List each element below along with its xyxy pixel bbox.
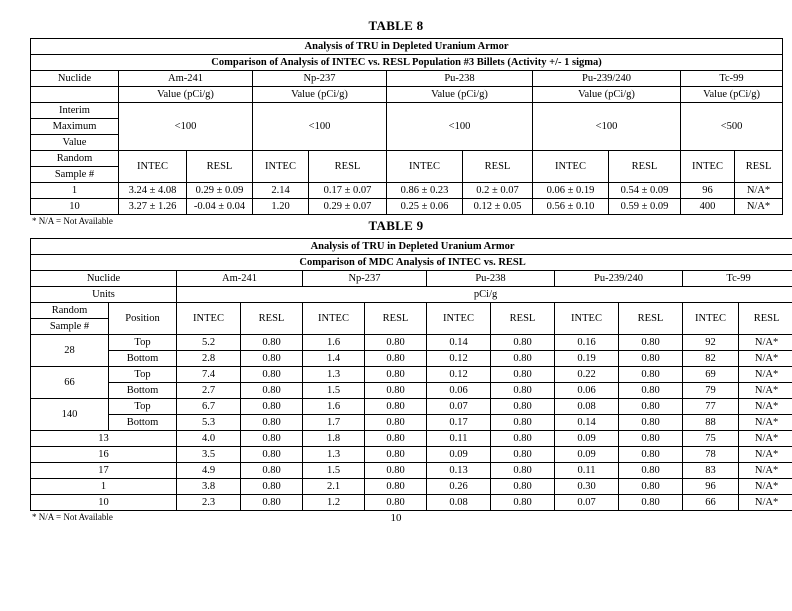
nuclide-am241: Am-241 (177, 271, 303, 287)
cell-value: 0.80 (619, 447, 683, 463)
cell-value: 0.80 (365, 479, 427, 495)
table-row (31, 151, 783, 167)
cell-value: 0.13 (427, 463, 491, 479)
table-row (31, 351, 792, 367)
cell-value: 0.08 (555, 399, 619, 415)
random-label-line2: Sample # (31, 167, 119, 183)
cell-value: 0.80 (365, 431, 427, 447)
cell-value: 6.7 (177, 399, 241, 415)
interim-value-tc99: <500 (681, 103, 783, 151)
nuclide-tc99: Tc-99 (683, 271, 792, 287)
nuclide-np237: Np-237 (303, 271, 427, 287)
cell-value: 2.7 (177, 383, 241, 399)
table-row (31, 303, 792, 319)
cell-value: 4.0 (177, 431, 241, 447)
lab-header-7: RESL (619, 303, 683, 335)
cell-value: 0.07 (427, 399, 491, 415)
cell-value: 69 (683, 367, 739, 383)
cell-value: 0.19 (555, 351, 619, 367)
cell-value: 0.29 ± 0.07 (309, 199, 387, 215)
cell-value: 0.80 (241, 399, 303, 415)
cell-value: 0.30 (555, 479, 619, 495)
cell-value: 0.80 (365, 367, 427, 383)
cell-value: N/A* (739, 479, 792, 495)
cell-value: 2.14 (253, 183, 309, 199)
cell-value: 1.3 (303, 367, 365, 383)
nuclide-am241: Am-241 (119, 71, 253, 87)
sample-id: 10 (31, 199, 119, 215)
lab-header-4: INTEC (427, 303, 491, 335)
cell-value: 3.27 ± 1.26 (119, 199, 187, 215)
cell-value: 0.06 (427, 383, 491, 399)
cell-value: N/A* (739, 431, 792, 447)
lab-header-1: RESL (187, 151, 253, 183)
table-row (31, 447, 792, 463)
table-9-header-line1: Analysis of TRU in Depleted Uranium Armor (31, 239, 792, 255)
cell-value: 7.4 (177, 367, 241, 383)
cell-value: 1.5 (303, 383, 365, 399)
cell-value: 3.5 (177, 447, 241, 463)
cell-value: 0.80 (491, 463, 555, 479)
cell-value: 0.54 ± 0.09 (609, 183, 681, 199)
cell-value: 0.80 (491, 383, 555, 399)
cell-value: 0.25 ± 0.06 (387, 199, 463, 215)
table-row (31, 39, 783, 55)
lab-header-3: RESL (309, 151, 387, 183)
cell-value: 0.12 (427, 367, 491, 383)
cell-value: 0.86 ± 0.23 (387, 183, 463, 199)
cell-value: 5.2 (177, 335, 241, 351)
lab-header-3: RESL (365, 303, 427, 335)
table-row (31, 271, 792, 287)
position-value: Bottom (109, 415, 177, 431)
position-value: Bottom (109, 351, 177, 367)
interim-label-line3: Value (31, 135, 119, 151)
position-value: Top (109, 399, 177, 415)
cell-value: 0.80 (241, 367, 303, 383)
cell-value: 0.14 (427, 335, 491, 351)
sample-id: 140 (31, 399, 109, 431)
cell-value: N/A* (739, 335, 792, 351)
cell-value: N/A* (739, 383, 792, 399)
nuclide-pu239240: Pu-239/240 (533, 71, 681, 87)
cell-value: 0.80 (619, 463, 683, 479)
cell-value: 0.80 (241, 479, 303, 495)
cell-value: 0.17 (427, 415, 491, 431)
lab-header-0: INTEC (177, 303, 241, 335)
cell-value: 0.80 (491, 431, 555, 447)
cell-value: 0.80 (365, 399, 427, 415)
cell-value: 0.07 (555, 495, 619, 511)
random-label-line2: Sample # (31, 319, 109, 335)
table-9-block (30, 218, 780, 522)
cell-value: N/A* (739, 495, 792, 511)
lab-header-9: RESL (739, 303, 792, 335)
cell-value: 0.09 (555, 447, 619, 463)
cell-value: 0.80 (241, 351, 303, 367)
cell-value: 0.59 ± 0.09 (609, 199, 681, 215)
lab-header-2: INTEC (253, 151, 309, 183)
cell-value: 0.80 (491, 415, 555, 431)
cell-value: 0.22 (555, 367, 619, 383)
nuclide-np237: Np-237 (253, 71, 387, 87)
cell-value: 0.12 (427, 351, 491, 367)
cell-value: 0.80 (619, 383, 683, 399)
units-tc99: Value (pCi/g) (681, 87, 783, 103)
cell-value: 0.80 (619, 351, 683, 367)
table-8-title: TABLE 8 (368, 18, 424, 33)
table-8-footnote: * N/A = Not Available (32, 216, 113, 226)
cell-value: 0.56 ± 0.10 (533, 199, 609, 215)
table-row (31, 87, 783, 103)
interim-value-pu238: <100 (387, 103, 533, 151)
cell-value: N/A* (739, 463, 792, 479)
cell-value: 0.06 ± 0.19 (533, 183, 609, 199)
position-label: Position (109, 303, 177, 335)
units-blank (31, 87, 119, 103)
sample-id: 17 (31, 463, 177, 479)
cell-value: 0.80 (241, 495, 303, 511)
table-row (31, 415, 792, 431)
lab-header-6: INTEC (555, 303, 619, 335)
sample-id: 1 (31, 183, 119, 199)
cell-value: 0.11 (555, 463, 619, 479)
nuclide-label: Nuclide (31, 71, 119, 87)
cell-value: 0.06 (555, 383, 619, 399)
lab-header-6: INTEC (533, 151, 609, 183)
nuclide-pu238: Pu-238 (427, 271, 555, 287)
lab-header-1: RESL (241, 303, 303, 335)
sample-id: 66 (31, 367, 109, 399)
cell-value: 83 (683, 463, 739, 479)
table-row (31, 383, 792, 399)
cell-value: 0.80 (619, 431, 683, 447)
random-label-line1: Random (31, 151, 119, 167)
cell-value: 88 (683, 415, 739, 431)
lab-header-2: INTEC (303, 303, 365, 335)
cell-value: 0.17 ± 0.07 (309, 183, 387, 199)
cell-value: 96 (681, 183, 735, 199)
cell-value: 0.80 (619, 479, 683, 495)
units-pu238: Value (pCi/g) (387, 87, 533, 103)
cell-value: 96 (683, 479, 739, 495)
cell-value: 0.80 (491, 479, 555, 495)
cell-value: 0.80 (491, 447, 555, 463)
cell-value: 75 (683, 431, 739, 447)
table-9-header-line2: Comparison of MDC Analysis of INTEC vs. RESL (31, 255, 792, 271)
table-9-title: TABLE 9 (368, 218, 424, 233)
cell-value: 0.29 ± 0.09 (187, 183, 253, 199)
cell-value: 78 (683, 447, 739, 463)
position-value: Top (109, 367, 177, 383)
table-row (31, 287, 792, 303)
cell-value: 0.80 (619, 495, 683, 511)
sample-id: 28 (31, 335, 109, 367)
interim-label-line1: Interim (31, 103, 119, 119)
cell-value: 2.1 (303, 479, 365, 495)
table-8-header-line1: Analysis of TRU in Depleted Uranium Armor (31, 39, 783, 55)
position-value: Bottom (109, 383, 177, 399)
cell-value: 0.80 (241, 415, 303, 431)
cell-value: N/A* (739, 351, 792, 367)
lab-header-5: RESL (491, 303, 555, 335)
cell-value: 0.80 (491, 399, 555, 415)
random-label-line1: Random (31, 303, 109, 319)
cell-value: N/A* (735, 199, 783, 215)
lab-header-4: INTEC (387, 151, 463, 183)
sample-id: 16 (31, 447, 177, 463)
cell-value: 79 (683, 383, 739, 399)
cell-value: 1.6 (303, 335, 365, 351)
cell-value: 0.12 ± 0.05 (463, 199, 533, 215)
cell-value: 1.20 (253, 199, 309, 215)
cell-value: N/A* (739, 367, 792, 383)
cell-value: 0.80 (619, 399, 683, 415)
cell-value: 0.80 (491, 335, 555, 351)
cell-value: 0.80 (491, 351, 555, 367)
cell-value: 0.80 (365, 335, 427, 351)
cell-value: 2.8 (177, 351, 241, 367)
cell-value: 1.7 (303, 415, 365, 431)
cell-value: 1.6 (303, 399, 365, 415)
cell-value: 0.80 (491, 367, 555, 383)
cell-value: 3.24 ± 4.08 (119, 183, 187, 199)
cell-value: 0.08 (427, 495, 491, 511)
cell-value: 400 (681, 199, 735, 215)
lab-header-8: INTEC (681, 151, 735, 183)
cell-value: 0.80 (241, 431, 303, 447)
cell-value: N/A* (739, 399, 792, 415)
nuclide-pu238: Pu-238 (387, 71, 533, 87)
table-row (31, 399, 792, 415)
cell-value: 0.80 (365, 463, 427, 479)
lab-header-5: RESL (463, 151, 533, 183)
cell-value: 0.80 (491, 495, 555, 511)
table-row (31, 199, 783, 215)
cell-value: 0.2 ± 0.07 (463, 183, 533, 199)
lab-header-9: RESL (735, 151, 783, 183)
cell-value: 1.4 (303, 351, 365, 367)
table-8-header-line2: Comparison of Analysis of INTEC vs. RESL Population #3 Billets (Activity +/- 1 sigma) (31, 55, 783, 71)
lab-header-0: INTEC (119, 151, 187, 183)
lab-header-8: INTEC (683, 303, 739, 335)
cell-value: 0.80 (365, 495, 427, 511)
cell-value: 1.8 (303, 431, 365, 447)
page-number: 10 (390, 512, 402, 524)
cell-value: 0.09 (555, 431, 619, 447)
table-row (31, 183, 783, 199)
cell-value: 0.80 (241, 463, 303, 479)
cell-value: N/A* (739, 447, 792, 463)
cell-value: 82 (683, 351, 739, 367)
units-label: Units (31, 287, 177, 303)
units-np237: Value (pCi/g) (253, 87, 387, 103)
cell-value: 0.80 (241, 447, 303, 463)
cell-value: 0.80 (365, 351, 427, 367)
cell-value: 0.80 (365, 447, 427, 463)
table-row (31, 103, 783, 119)
cell-value: 2.3 (177, 495, 241, 511)
cell-value: 3.8 (177, 479, 241, 495)
table-row (31, 463, 792, 479)
cell-value: 0.80 (365, 383, 427, 399)
cell-value: 0.09 (427, 447, 491, 463)
units-value: pCi/g (177, 287, 792, 303)
cell-value: 4.9 (177, 463, 241, 479)
table-row (31, 479, 792, 495)
position-value: Top (109, 335, 177, 351)
interim-value-np237: <100 (253, 103, 387, 151)
cell-value: N/A* (739, 415, 792, 431)
cell-value: 5.3 (177, 415, 241, 431)
table-row (31, 367, 792, 383)
units-pu239240: Value (pCi/g) (533, 87, 681, 103)
table-row (31, 71, 783, 87)
cell-value: 0.14 (555, 415, 619, 431)
cell-value: 0.80 (241, 383, 303, 399)
sample-id: 10 (31, 495, 177, 511)
cell-value: 1.5 (303, 463, 365, 479)
table-row (31, 239, 792, 255)
cell-value: 0.80 (619, 335, 683, 351)
lab-header-7: RESL (609, 151, 681, 183)
interim-value-am241: <100 (119, 103, 253, 151)
interim-label-line2: Maximum (31, 119, 119, 135)
cell-value: 0.26 (427, 479, 491, 495)
cell-value: 92 (683, 335, 739, 351)
table-8 (30, 38, 783, 215)
table-row (31, 431, 792, 447)
nuclide-pu239240: Pu-239/240 (555, 271, 683, 287)
cell-value: -0.04 ± 0.04 (187, 199, 253, 215)
cell-value: 77 (683, 399, 739, 415)
table-9 (30, 238, 792, 511)
cell-value: 0.80 (365, 415, 427, 431)
cell-value: 0.80 (619, 367, 683, 383)
cell-value: 0.80 (619, 415, 683, 431)
table-row (31, 495, 792, 511)
cell-value: 0.80 (241, 335, 303, 351)
cell-value: 0.11 (427, 431, 491, 447)
interim-value-pu239240: <100 (533, 103, 681, 151)
cell-value: 0.16 (555, 335, 619, 351)
nuclide-tc99: Tc-99 (681, 71, 783, 87)
cell-value: 1.3 (303, 447, 365, 463)
table-9-footnote: * N/A = Not Available (32, 512, 113, 522)
table-8-block (30, 18, 772, 226)
cell-value: 66 (683, 495, 739, 511)
cell-value: 1.2 (303, 495, 365, 511)
nuclide-label: Nuclide (31, 271, 177, 287)
table-row (31, 335, 792, 351)
cell-value: N/A* (735, 183, 783, 199)
sample-id: 1 (31, 479, 177, 495)
table-row (31, 55, 783, 71)
sample-id: 13 (31, 431, 177, 447)
units-am241: Value (pCi/g) (119, 87, 253, 103)
table-row (31, 255, 792, 271)
